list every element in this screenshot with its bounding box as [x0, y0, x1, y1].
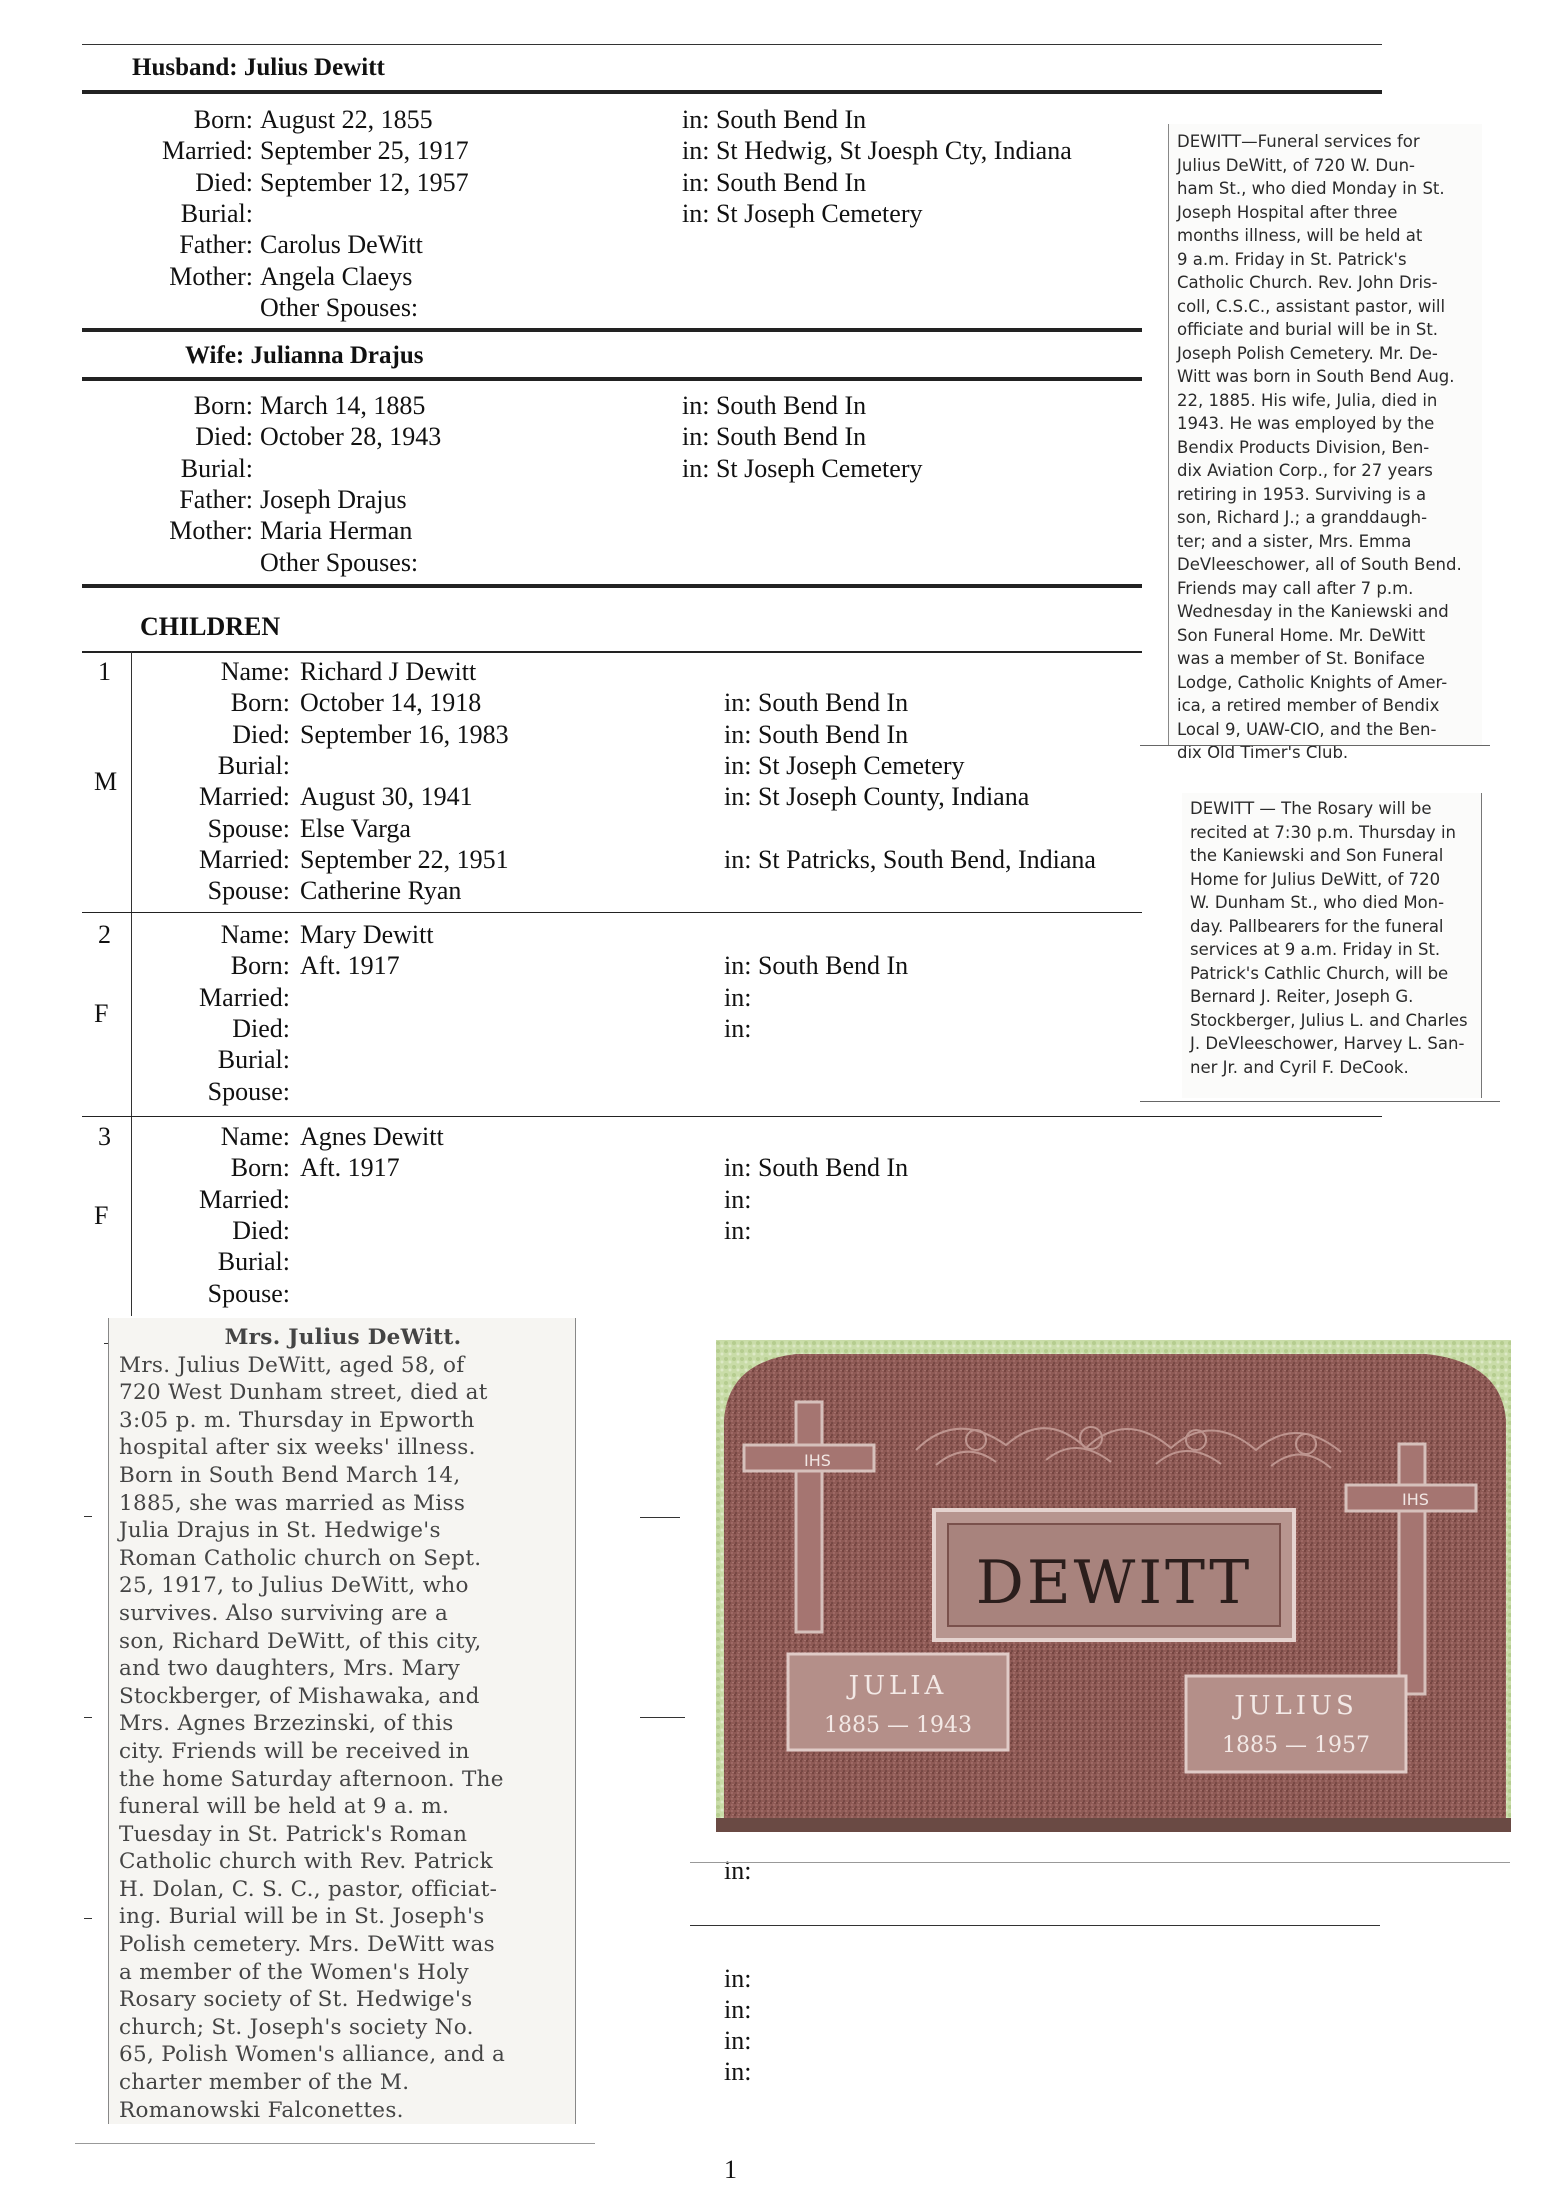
- julia-name: JULIA: [848, 1671, 948, 1701]
- wife-obituary-line: and two daughters, Mrs. Mary: [119, 1656, 461, 1682]
- child-name-row: [0, 656, 1100, 687]
- husband-burial-label: Burial:: [180, 198, 253, 228]
- child-died-row: [0, 719, 1100, 750]
- wife-obituary-line: ing. Burial will be in St. Joseph's: [119, 1904, 485, 1930]
- headstone-image: [716, 1340, 1511, 1832]
- rosary-notice-line: J. DeVleeschower, Harvey L. San-: [1190, 1034, 1465, 1053]
- funeral-notice-line: ica, a retired member of Bendix: [1177, 696, 1440, 715]
- funeral-notice-line: Witt was born in South Bend Aug.: [1177, 367, 1455, 386]
- child-married-value: September 22, 1951: [300, 844, 509, 874]
- funeral-notice-line: coll, C.S.C., assistant pastor, will: [1177, 296, 1446, 316]
- funeral-notice-line: Lodge, Catholic Knights of Amer-: [1177, 672, 1448, 692]
- funeral-notice-line: Bendix Products Division, Ben-: [1177, 437, 1430, 457]
- husband-married-row: [0, 135, 1100, 166]
- wife-obituary-line: son, Richard DeWitt, of this city,: [119, 1628, 482, 1654]
- wife-heading: [185, 342, 423, 370]
- child-born-place: in: South Bend In: [724, 951, 909, 981]
- child-name-value: Richard J Dewitt: [300, 657, 477, 686]
- husband-mother-value: Angela Claeys: [260, 261, 413, 291]
- child-born-row: [0, 950, 1100, 981]
- wife-rule-bottom: [82, 584, 1142, 588]
- funeral-notice-line: dix Old Timer's Club.: [1177, 743, 1349, 762]
- child-spouse-value: Else Varga: [300, 813, 411, 843]
- husband-father-value: Carolus DeWitt: [260, 230, 423, 260]
- wife-died-row: [0, 421, 1100, 452]
- wife-obituary-line: the home Saturday afternoon. The: [119, 1766, 504, 1792]
- wife-obituary-line: 1885, she was married as Miss: [119, 1490, 466, 1516]
- child-married-row: [0, 781, 1100, 812]
- julia-dates: 1885 — 1943: [824, 1713, 972, 1738]
- wife-mother-label: Mother:: [169, 516, 253, 546]
- child-sex: F: [94, 999, 109, 1028]
- lower-place-5: in:: [724, 2057, 752, 2086]
- left-tick-3: [84, 1918, 92, 1919]
- photo-bottom-rule: [690, 1862, 1510, 1863]
- funeral-notice-line: 22, 1885. His wife, Julia, died in: [1177, 390, 1438, 410]
- wife-burial-label: Burial:: [180, 453, 253, 483]
- right-cross-text: IHS: [1402, 1490, 1429, 1509]
- child-burial-label: Burial:: [217, 1247, 290, 1277]
- children-heading: CHILDREN: [140, 612, 281, 641]
- husband-rule: [82, 90, 1382, 94]
- funeral-notice-line: months illness, will be held at: [1177, 226, 1423, 245]
- wife-obituary-line: funeral will be held at 9 a. m.: [119, 1794, 450, 1820]
- child-name-label: Name:: [220, 920, 290, 949]
- child-married-label: Married:: [199, 782, 290, 812]
- child-born-value: Aft. 1917: [300, 1153, 400, 1183]
- child-born-value: October 14, 1918: [300, 688, 482, 718]
- child-married-value: August 30, 1941: [300, 782, 473, 812]
- child-died-place: in:: [724, 1215, 752, 1245]
- child-spouse-label: Spouse:: [207, 813, 290, 843]
- child-name-label: Name:: [220, 657, 290, 686]
- lower-dash-3: [690, 1925, 1380, 1926]
- husband-mother-label: Mother:: [169, 261, 253, 291]
- funeral-notice-line: DeVleeschower, all of South Bend.: [1177, 555, 1462, 574]
- child-married-place: in:: [724, 1184, 752, 1214]
- child-burial-row: [0, 1044, 1100, 1075]
- wife-obituary-line: a member of the Women's Holy: [119, 1959, 469, 1985]
- husband-other-row: [0, 292, 1100, 323]
- wife-obituary-line: Julia Drajus in St. Hedwige's: [119, 1518, 441, 1544]
- page-number: 1: [724, 2155, 737, 2184]
- top-rule: [82, 44, 1382, 45]
- left-tick-2: [84, 1717, 92, 1718]
- wife-mother-value: Maria Herman: [260, 516, 413, 546]
- wife-obituary-line: Mrs. Julius DeWitt.: [224, 1325, 462, 1350]
- wife-obituary-line: Born in South Bend March 14,: [119, 1462, 461, 1488]
- wife-other-row: [0, 547, 1100, 578]
- wife-mother-row: [0, 515, 1100, 546]
- child-married-label: Married:: [199, 1184, 290, 1214]
- child-died-label: Died:: [232, 719, 290, 749]
- child-spouse-label: Spouse:: [207, 876, 290, 906]
- lower-place-3: in:: [724, 1995, 752, 2024]
- lower-dash-2: [640, 1717, 685, 1718]
- child-divider-2: [82, 1116, 1382, 1117]
- child-divider-1: [82, 912, 1142, 913]
- child-spouse-row: [0, 813, 1100, 844]
- wife-rule-top: [82, 328, 1142, 332]
- family-name: DEWITT: [975, 1548, 1253, 1618]
- rosary-notice-text: [1190, 797, 1473, 1079]
- left-cross-text: IHS: [804, 1451, 831, 1470]
- child-married-label: Married:: [199, 982, 290, 1012]
- rosary-notice-line: recited at 7:30 p.m. Thursday in: [1190, 822, 1456, 842]
- rosary-notice-line: day. Pallbearers for the funeral: [1190, 916, 1444, 936]
- husband-burial-row: [0, 198, 1100, 229]
- husband-died-row: [0, 167, 1100, 198]
- funeral-notice-line: Friends may call after 7 p.m.: [1177, 578, 1414, 598]
- husband-other-value: Other Spouses:: [260, 292, 419, 322]
- funeral-notice-line: was a member of St. Boniface: [1177, 649, 1425, 668]
- wife-father-label: Father:: [179, 484, 253, 514]
- funeral-notice-line: Joseph Hospital after three: [1177, 202, 1398, 222]
- funeral-notice-line: Julius DeWitt, of 720 W. Dun-: [1177, 155, 1415, 175]
- child-married-label: Married:: [199, 844, 290, 874]
- child-spouse-label: Spouse:: [207, 1076, 290, 1106]
- child-born-label: Born:: [230, 688, 290, 718]
- wife-name: Julianna Drajus: [250, 342, 424, 369]
- child-sex: F: [94, 1201, 109, 1230]
- wife-obituary-clipping: [108, 1318, 576, 2124]
- wife-born-value: March 14, 1885: [260, 391, 426, 420]
- child-died-label: Died:: [232, 1013, 290, 1043]
- wife-obituary-line: H. Dolan, C. S. C., pastor, officiat-: [119, 1876, 498, 1902]
- julius-name: JULIUS: [1234, 1691, 1358, 1721]
- wife-born-place: in: South Bend In: [682, 391, 867, 420]
- funeral-notice-line: officiate and burial will be in St.: [1177, 320, 1439, 339]
- husband-died-label: Died:: [195, 167, 253, 197]
- child-name-value: Agnes Dewitt: [300, 1122, 444, 1151]
- wife-obituary-line: Mrs. Julius DeWitt, aged 58, of: [119, 1352, 465, 1378]
- child-burial-row: [0, 1246, 1100, 1277]
- child-number: 3: [98, 1122, 111, 1151]
- child-born-value: Aft. 1917: [300, 951, 400, 981]
- julius-dates: 1885 — 1957: [1222, 1733, 1370, 1758]
- wife-born-label: Born:: [193, 391, 253, 420]
- rosary-notice-line: Bernard J. Reiter, Joseph G.: [1190, 987, 1414, 1006]
- wife-obituary-line: charter member of the M.: [119, 2070, 410, 2096]
- wife-rule: [82, 377, 1142, 381]
- child-born-label: Born:: [230, 1153, 290, 1183]
- child-died-label: Died:: [232, 1215, 290, 1245]
- lower-place-2: in:: [724, 1964, 752, 1993]
- wife-obituary-line: hospital after six weeks' illness.: [119, 1435, 476, 1461]
- funeral-notice-line: 1943. He was employed by the: [1177, 414, 1435, 433]
- funeral-notice-text: [1177, 130, 1474, 765]
- husband-mother-row: [0, 261, 1100, 292]
- left-tick-1: [84, 1516, 92, 1517]
- wife-obituary-line: Roman Catholic church on Sept.: [119, 1545, 482, 1571]
- wife-obituary-line: Tuesday in St. Patrick's Roman: [119, 1821, 468, 1847]
- rosary-notice-line: DEWITT — The Rosary will be: [1190, 799, 1432, 818]
- wife-obituary-line: city. Friends will be received in: [119, 1738, 470, 1764]
- lower-dash-1: [640, 1517, 680, 1518]
- funeral-notice-line: retiring in 1953. Surviving is a: [1177, 484, 1427, 504]
- husband-died-place: in: South Bend In: [682, 167, 867, 197]
- lower-place-4: in:: [724, 2026, 752, 2055]
- child-name-value: Mary Dewitt: [300, 920, 434, 949]
- husband-heading-label: Husband:: [132, 54, 238, 81]
- wife-died-value: October 28, 1943: [260, 422, 442, 452]
- wife-obituary-line: Romanowski Falconettes.: [119, 2097, 404, 2123]
- child-born-row: [0, 1152, 1100, 1183]
- funeral-notice-line: Joseph Polish Cemetery. Mr. De-: [1177, 343, 1438, 363]
- child-married-row: [0, 844, 1100, 875]
- child-spouse-label: Spouse:: [207, 1278, 290, 1308]
- rosary-notice-line: the Kaniewski and Son Funeral: [1190, 846, 1444, 865]
- wife-obituary-line: 720 West Dunham street, died at: [119, 1380, 488, 1406]
- child-married-row: [0, 1184, 1100, 1215]
- wife-obituary-line: Rosary society of St. Hedwige's: [119, 1987, 473, 2013]
- child-married-place: in: St Joseph County, Indiana: [724, 782, 1030, 812]
- funeral-notice-line: DEWITT—Funeral services for: [1177, 132, 1420, 151]
- wife-obituary-line: church; St. Joseph's society No.: [119, 2014, 474, 2040]
- child-died-value: September 16, 1983: [300, 719, 509, 749]
- headstone-photo: [716, 1340, 1511, 1832]
- wife-obituary-line: Stockberger, of Mishawaka, and: [119, 1683, 480, 1709]
- child-name-row: [0, 1121, 1100, 1152]
- funeral-notice-line: dix Aviation Corp., for 27 years: [1177, 461, 1433, 480]
- child-spouse-row: [0, 1278, 1100, 1309]
- wife-father-value: Joseph Drajus: [260, 484, 407, 514]
- husband-heading: [132, 54, 385, 82]
- funeral-notice-clipping: [1168, 124, 1482, 762]
- husband-name: Julius Dewitt: [243, 54, 385, 81]
- child-born-place: in: South Bend In: [724, 1153, 909, 1183]
- rosary-notice-line: ner Jr. and Cyril F. DeCook.: [1190, 1057, 1409, 1077]
- rosary-notice-clipping: [1182, 793, 1482, 1098]
- funeral-notice-line: Catholic Church. Rev. John Dris-: [1177, 273, 1438, 292]
- funeral-notice-line: 9 a.m. Friday in St. Patrick's: [1177, 249, 1407, 269]
- child-born-label: Born:: [230, 951, 290, 981]
- rosary-notice-line: Home for Julius DeWitt, of 720: [1190, 869, 1441, 889]
- rosary-clip-bottom-rule: [1140, 1101, 1500, 1102]
- child-name-row: [0, 919, 1100, 950]
- funeral-notice-line: son, Richard J.; a granddaugh-: [1177, 508, 1428, 527]
- wife-heading-label: Wife:: [185, 342, 245, 369]
- child-born-place: in: South Bend In: [724, 688, 909, 718]
- child-born-row: [0, 687, 1100, 718]
- child-died-row: [0, 1013, 1100, 1044]
- rosary-notice-line: Stockberger, Julius L. and Charles: [1190, 1010, 1468, 1030]
- wife-died-place: in: South Bend In: [682, 422, 867, 452]
- rosary-notice-line: Patrick's Cathlic Church, will be: [1190, 963, 1449, 983]
- husband-born-place: in: South Bend In: [682, 105, 867, 134]
- lower-place-1: in:: [724, 1856, 752, 1885]
- wife-other-value: Other Spouses:: [260, 547, 419, 577]
- wife-died-label: Died:: [195, 422, 253, 452]
- husband-burial-place: in: St Joseph Cemetery: [682, 198, 923, 228]
- husband-born-value: August 22, 1855: [260, 105, 433, 134]
- husband-married-place: in: St Hedwig, St Joesph Cty, Indiana: [682, 136, 1072, 166]
- child-died-row: [0, 1215, 1100, 1246]
- wife-father-row: [0, 484, 1100, 515]
- wife-obituary-line: 3:05 p. m. Thursday in Epworth: [119, 1407, 475, 1433]
- funeral-clip-bottom-rule: [1140, 745, 1490, 746]
- wife-obituary-line: 65, Polish Women's alliance, and a: [119, 2042, 506, 2068]
- child-married-place: in:: [724, 982, 752, 1012]
- child-name-label: Name:: [220, 1122, 290, 1151]
- husband-died-value: September 12, 1957: [260, 167, 469, 197]
- husband-father-label: Father:: [179, 230, 253, 260]
- child-burial-place: in: St Joseph Cemetery: [724, 750, 965, 780]
- wife-born-row: [0, 390, 1100, 421]
- funeral-notice-line: ham St., who died Monday in St.: [1177, 179, 1445, 198]
- wife-obituary-line: survives. Also surviving are a: [119, 1600, 449, 1626]
- child-died-place: in:: [724, 1013, 752, 1043]
- funeral-notice-line: Wednesday in the Kaniewski and: [1177, 602, 1449, 621]
- child-died-place: in: South Bend In: [724, 719, 909, 749]
- husband-born-label: Born:: [193, 105, 253, 134]
- child-spouse-value: Catherine Ryan: [300, 876, 462, 906]
- wife-burial-row: [0, 453, 1100, 484]
- husband-married-value: September 25, 1917: [260, 136, 469, 166]
- husband-married-label: Married:: [162, 136, 253, 166]
- child-spouse-row: [0, 875, 1100, 906]
- wife-obituary-line: Catholic church with Rev. Patrick: [119, 1849, 493, 1875]
- child-spouse-row: [0, 1076, 1100, 1107]
- children-rule: [82, 651, 1142, 653]
- wife-obituary-line: Mrs. Agnes Brzezinski, of this: [119, 1711, 454, 1737]
- child-burial-label: Burial:: [217, 1045, 290, 1075]
- child-married-place: in: St Patricks, South Bend, Indiana: [724, 844, 1096, 874]
- wife-obituary-text: [119, 1324, 567, 2124]
- child-burial-label: Burial:: [217, 750, 290, 780]
- husband-father-row: [0, 229, 1100, 260]
- child-married-row: [0, 982, 1100, 1013]
- child-number: 1: [98, 657, 111, 686]
- child-sex: M: [94, 767, 118, 796]
- funeral-notice-line: Local 9, UAW-CIO, and the Ben-: [1177, 719, 1437, 739]
- child-burial-row: [0, 750, 1100, 781]
- funeral-notice-line: Son Funeral Home. Mr. DeWitt: [1177, 625, 1426, 645]
- rosary-notice-line: services at 9 a.m. Friday in St.: [1190, 940, 1441, 959]
- rosary-notice-line: W. Dunham St., who died Mon-: [1190, 893, 1445, 912]
- child-number: 2: [98, 920, 111, 949]
- husband-born-row: [0, 104, 1100, 135]
- wife-obituary-line: Polish cemetery. Mrs. DeWitt was: [119, 1932, 496, 1958]
- funeral-notice-line: ter; and a sister, Mrs. Emma: [1177, 531, 1412, 551]
- footer-rule: [75, 2143, 595, 2144]
- wife-obituary-line: 25, 1917, to Julius DeWitt, who: [119, 1573, 469, 1599]
- wife-burial-place: in: St Joseph Cemetery: [682, 453, 923, 483]
